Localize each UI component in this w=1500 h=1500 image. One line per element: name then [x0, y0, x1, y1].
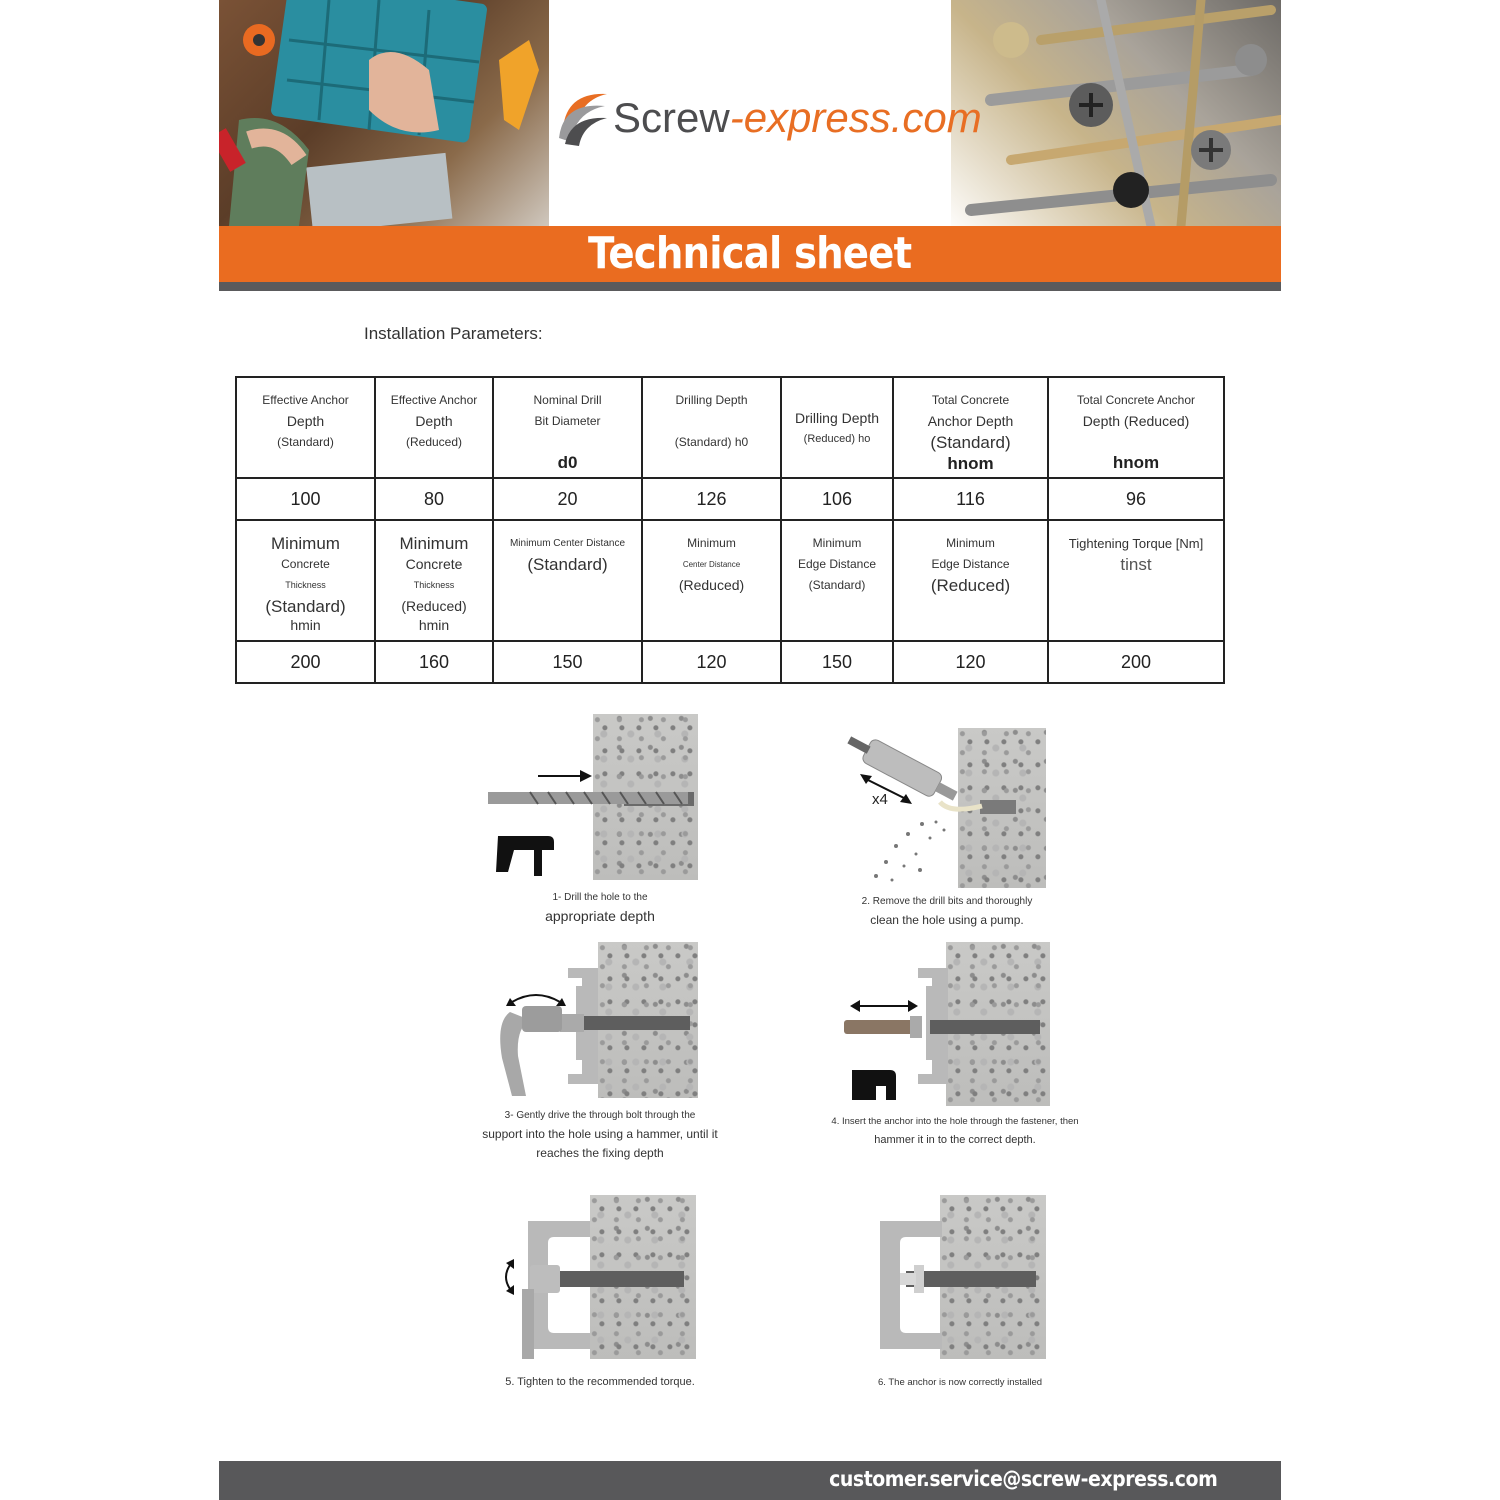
header-line: Drilling Depth — [675, 393, 748, 407]
header-line: Concrete — [405, 556, 463, 572]
hammer-illustration — [470, 940, 730, 1100]
anchor-bolt-icon — [906, 1271, 1036, 1287]
header-line: Bit Diameter — [534, 414, 601, 428]
header-line: Effective Anchor — [390, 393, 478, 407]
installed-anchor-illustration — [840, 1193, 1080, 1363]
value-cell: 126 — [642, 478, 781, 520]
header-symbol: hmin — [290, 617, 321, 633]
hammer-drill-icon — [496, 836, 554, 876]
caption-line: clean the hole using a pump. — [870, 913, 1024, 927]
caption-line: 6. The anchor is now correctly installed — [877, 1377, 1043, 1388]
header-nominal-drill-diameter — [493, 377, 642, 478]
caption-line: support into the hole using a hammer, until it — [482, 1127, 718, 1141]
header-symbol: d0 — [557, 453, 578, 472]
header-line: Total Concrete — [931, 393, 1010, 407]
header-line: (Standard) — [265, 597, 346, 616]
step-4-caption — [800, 1112, 1110, 1150]
header-min-thickness-standard — [236, 520, 375, 641]
step-5 — [470, 1193, 730, 1393]
workshop-photo-art — [219, 0, 549, 226]
header-line: (Reduced) — [405, 435, 463, 449]
header-line: (Reduced) — [930, 576, 1011, 595]
step-5-caption — [470, 1373, 730, 1392]
header-line: (Reduced) ho — [803, 433, 871, 445]
table-header-row-1 — [236, 377, 1224, 478]
value-cell: 200 — [236, 641, 375, 683]
value-cell: 200 — [1048, 641, 1224, 683]
value-cell: 150 — [493, 641, 642, 683]
banner-title: Technical sheet — [588, 228, 912, 279]
header-line: (Standard) — [277, 435, 334, 449]
header-symbol: tinst — [1120, 555, 1152, 574]
value-cell: 106 — [781, 478, 893, 520]
header-line: Drilling Depth — [794, 410, 880, 426]
header-min-center-distance-standard — [493, 520, 642, 641]
pump-multiplier: x4 — [872, 791, 888, 808]
caption-line: 4. Insert the anchor into the hole through the fastener, then — [831, 1116, 1079, 1127]
header-line: Nominal Drill — [533, 393, 602, 407]
header-line: Minimum — [946, 536, 995, 550]
screws-photo — [951, 0, 1281, 226]
value-cell: 80 — [375, 478, 493, 520]
header-symbol: hnom — [1112, 453, 1160, 472]
caption-line: 3- Gently drive the through bolt through the — [504, 1110, 696, 1121]
caption-line: hammer it in to the correct depth. — [874, 1134, 1036, 1146]
value-cell: 100 — [236, 478, 375, 520]
header-line: (Standard) h0 — [674, 435, 749, 449]
blow-pump-icon — [843, 728, 961, 807]
footer-bar — [219, 1461, 1281, 1500]
header-drilling-depth-standard — [642, 377, 781, 478]
header-line: (Reduced) — [401, 598, 467, 614]
footer-email-link[interactable]: customer.service@screw-express.com — [828, 1467, 1217, 1491]
table-header-row-2 — [236, 520, 1224, 641]
socket-wrench-icon — [530, 1265, 560, 1293]
header-line: Tightening Torque [Nm] — [1068, 536, 1204, 551]
caption-line: 2. Remove the drill bits and thoroughly — [861, 896, 1033, 907]
rotate-arrow-icon — [506, 1265, 510, 1289]
header-line: Minimum — [271, 534, 340, 553]
value-cell: 120 — [893, 641, 1048, 683]
caption-line: reaches the fixing depth — [536, 1146, 664, 1160]
value-cell: 116 — [893, 478, 1048, 520]
header-line: Effective Anchor — [262, 393, 349, 407]
workshop-photo — [219, 0, 549, 226]
value-cell: 150 — [781, 641, 893, 683]
header-symbol: hnom — [947, 454, 994, 473]
step-3-caption — [460, 1106, 740, 1163]
header-line: Edge Distance — [931, 557, 1010, 571]
header-effective-depth-reduced — [375, 377, 493, 478]
anchor-bolt-icon — [844, 1020, 914, 1034]
header-line: Thickness — [413, 580, 455, 590]
drill-illustration — [470, 712, 730, 892]
header-line: Depth — [286, 413, 325, 429]
table-values-row-2 — [236, 641, 1224, 683]
step-6 — [840, 1193, 1080, 1393]
banner-title-bar — [219, 226, 1281, 282]
header-min-center-distance-reduced — [642, 520, 781, 641]
header-line: Total Concrete Anchor — [1076, 393, 1196, 407]
hammer-drill-icon — [852, 1070, 896, 1100]
screws-photo-art — [951, 0, 1281, 226]
step-2 — [832, 726, 1062, 931]
header-line: Depth (Reduced) — [1082, 413, 1190, 429]
value-cell: 160 — [375, 641, 493, 683]
header-line: (Standard) — [930, 433, 1011, 452]
header-effective-depth-standard — [236, 377, 375, 478]
header-line: Minimum — [687, 536, 736, 550]
header-line: (Standard) — [808, 578, 866, 592]
caption-line: 1- Drill the hole to the — [552, 892, 648, 903]
step-3 — [470, 940, 730, 1162]
value-cell: 120 — [642, 641, 781, 683]
caption-line: appropriate depth — [545, 908, 655, 924]
header-symbol: hmin — [418, 617, 450, 633]
section-title: Installation Parameters: — [364, 324, 543, 343]
header-line: Concrete — [281, 557, 330, 571]
step-1-caption — [470, 888, 730, 926]
header-line: Depth — [415, 413, 453, 429]
pump-illustration — [832, 726, 1062, 891]
swoosh-logo-icon — [557, 80, 611, 146]
caption-line: 5. Tighten to the recommended torque. — [505, 1376, 695, 1388]
header-min-thickness-reduced — [375, 520, 493, 641]
value-cell: 20 — [493, 478, 642, 520]
insert-anchor-illustration — [820, 940, 1090, 1110]
header-line: (Standard) — [527, 555, 608, 574]
step-6-caption — [820, 1373, 1100, 1392]
header-line: Minimum Center Distance — [509, 538, 626, 549]
header-line: Minimum — [399, 534, 469, 553]
header-tightening-torque — [1048, 520, 1224, 641]
header-total-depth-standard — [893, 377, 1048, 478]
header-min-edge-distance-reduced — [893, 520, 1048, 641]
brand-logo — [557, 80, 982, 150]
header-min-edge-distance-standard — [781, 520, 893, 641]
step-1 — [470, 712, 730, 927]
banner-divider — [219, 282, 1281, 291]
table-values-row-1 — [236, 478, 1224, 520]
header-line: (Reduced) — [678, 577, 745, 593]
torque-illustration — [470, 1193, 730, 1363]
header-line: Center Distance — [682, 560, 741, 569]
swing-arrow-icon — [512, 995, 560, 1002]
step-4 — [820, 940, 1090, 1150]
header-banner — [219, 0, 1281, 291]
header-line: Edge Distance — [797, 557, 877, 571]
installation-parameters-table — [235, 376, 1225, 684]
value-cell: 96 — [1048, 478, 1224, 520]
brand-prefix: Screw — [613, 94, 730, 141]
step-2-caption — [812, 892, 1082, 930]
header-total-depth-reduced — [1048, 377, 1224, 478]
brand-suffix: -express.com — [729, 94, 982, 141]
header-line: Thickness — [285, 580, 326, 590]
brand-name — [613, 94, 982, 142]
header-drilling-depth-reduced — [781, 377, 893, 478]
header-line: Minimum — [812, 536, 862, 550]
header-line: Anchor Depth — [927, 413, 1014, 429]
